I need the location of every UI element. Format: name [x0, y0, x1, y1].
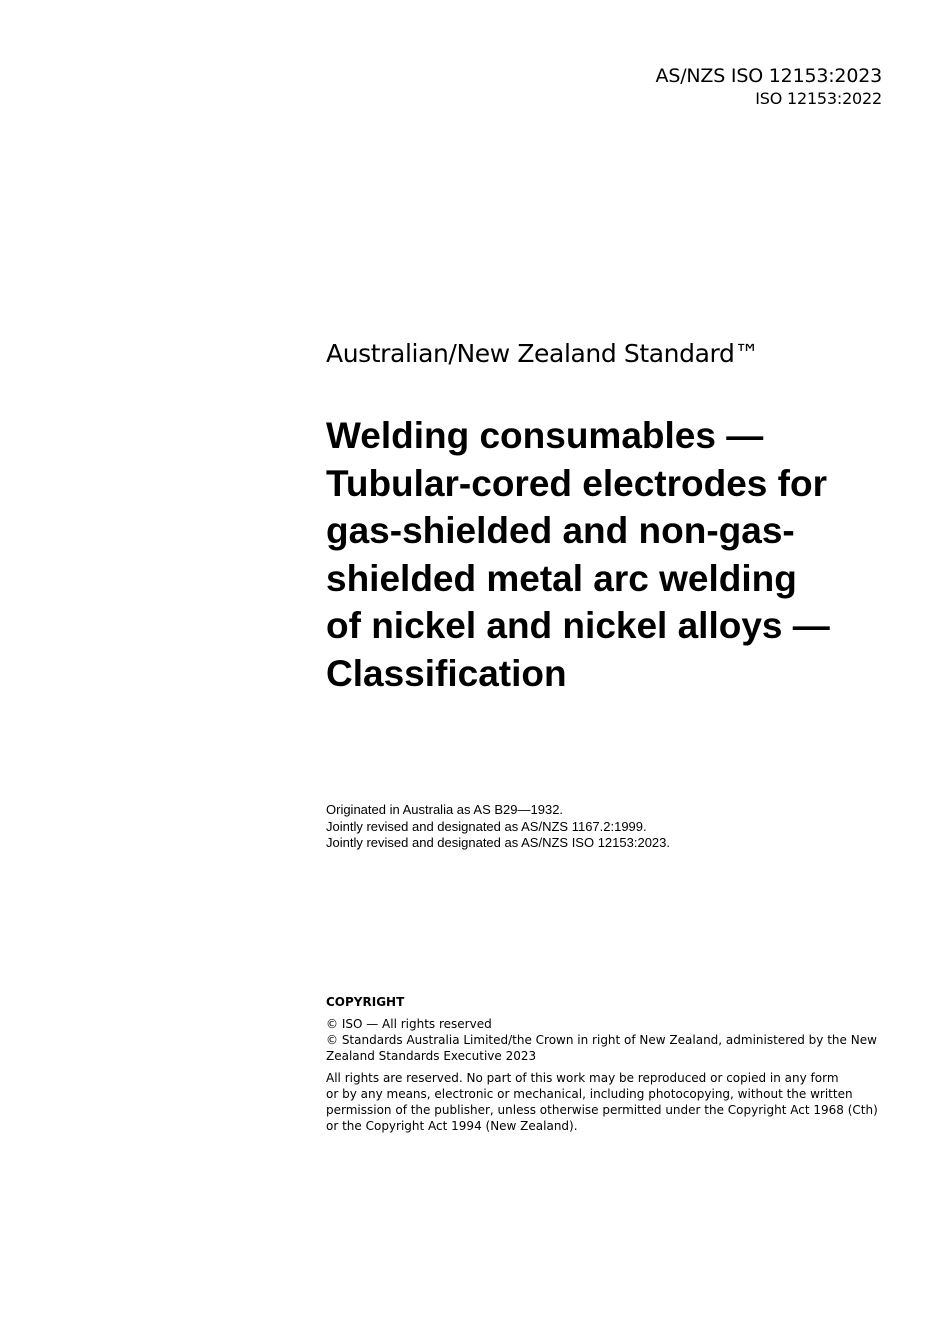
title-line: shielded metal arc welding [326, 557, 797, 599]
title-line: of nickel and nickel alloys — [326, 605, 830, 646]
copyright-notices [326, 1016, 886, 1064]
rights-line: permission of the publisher, unless otherwise permitted under the Copyright Act 1968 (Cth) [326, 1103, 878, 1117]
document-title [326, 412, 886, 697]
history-line: Jointly revised and designated as AS/NZS 1167.2:1999. [326, 818, 647, 834]
standard-type: Australian/New Zealand Standard™ [326, 339, 760, 368]
revision-history [326, 802, 670, 852]
title-line: gas-shielded and non-gas- [326, 510, 795, 551]
document-identifiers [656, 64, 882, 110]
copyright-notice: Zealand Standards Executive 2023 [326, 1049, 537, 1063]
copyright-notice: © ISO — All rights reserved [326, 1017, 492, 1031]
iso-designation: ISO 12153:2022 [755, 89, 882, 108]
history-line: Jointly revised and designated as AS/NZS ISO 12153:2023. [326, 835, 670, 850]
rights-line: or the Copyright Act 1994 (New Zealand). [326, 1119, 578, 1133]
copyright-notice: © Standards Australia Limited/the Crown in right of New Zealand, administered by the New [326, 1033, 877, 1047]
copyright-heading: COPYRIGHT [326, 995, 405, 1009]
title-line: Welding consumables — [326, 415, 764, 456]
title-line: Tubular-cored electrodes for [326, 462, 827, 504]
copyright-section [326, 994, 886, 1134]
title-line: Classification [326, 652, 567, 694]
rights-line: or by any means, electronic or mechanical, including photocopying, without the written [326, 1087, 853, 1101]
rights-statement [326, 1070, 886, 1134]
history-line: Originated in Australia as AS B29—1932. [326, 802, 564, 817]
standard-designation: AS/NZS ISO 12153:2023 [655, 65, 882, 87]
rights-line: All rights are reserved. No part of this work may be reproduced or copied in any form [326, 1071, 839, 1085]
